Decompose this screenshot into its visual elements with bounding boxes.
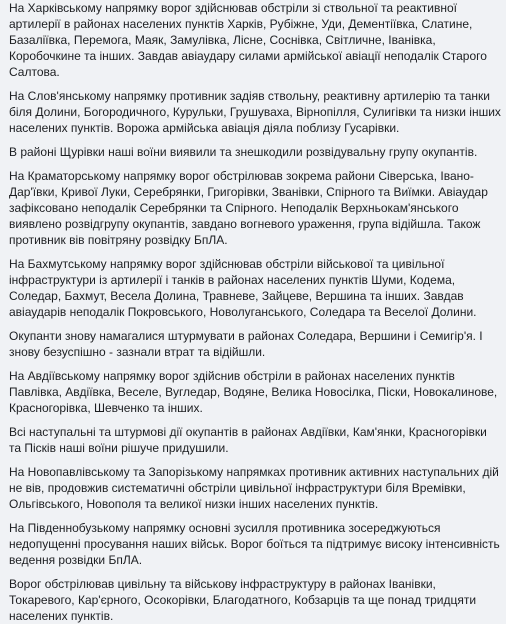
paragraph-bakhmut: На Бахмутському напрямку ворог здійснював обстріли військової та цивільної інфраструктури із артилерії і танків в районах населених пунктів Шуми, Кодема, Соледар, Бахмут, Весела Долина, Травневе, Зайцеве, Вершина та інших. Завдав авіаударів неподалік Покровського, Новолуганського, Соледара та Веселої Долини.	[9, 257, 477, 319]
paragraph-pivdennobuzkyi: На Південнобузькому напрямку основні зусилля противника зосереджуються недопущенні просування наших військ. Ворог боїться та підтримує високу інтенсивність ведення розвідки БпЛА.	[9, 521, 500, 567]
paragraph-sloviansk: На Слов'янському напрямку противник задіяв ствольну, реактивну артилерію та танки біля Долини, Богородичного, Курульки, Грушуваха, Вірнопілля, Сулигівки та низки інших населених пунктів. Ворожа армійська авіація діяла поблизу Гусарівки.	[9, 89, 501, 135]
paragraph-shchurivka: В районі Щурівки наші воїни виявили та знешкодили розвідувальну групу окупантів.	[9, 145, 478, 159]
paragraph-assault-attempts: Окупанти знову намагалися штурмувати в районах Соледара, Вершини і Семигір'я. І знову безуспішно - зазнали втрат та відійшли.	[9, 329, 483, 359]
paragraph-novopavlivka-zaporizhzhia: На Новопавлівському та Запорізькому напрямках противник активних наступальних дій не вів, продовжив систематичні обстріли цивільної інфраструктури біля Времівки, Ольгівського, Новополя та великої низки інших населених пунктів.	[9, 465, 499, 511]
paragraph-kramatorsk: На Краматорському напрямку ворог обстрілював зокрема райони Сіверська, Івано-Дар'ївки, Кривої Луки, Серебрянки, Григорівки, Званівки, Спірного та Виїмки. Авіаудар зафіксовано неподалік Серебрянки та Спірного. Неподалік Верхньокам'янського виявлено розвідгрупу окупантів, завдано вогневого ураження, група відійшла. Також противник вів повітряну розвідку БпЛА.	[9, 169, 488, 247]
paragraph-suppressed-assaults: Всі наступальні та штурмові дії окупантів в районах Авдіївки, Кам'янки, Красногорівки та Пісків наші воїни рішуче придушили.	[9, 425, 487, 455]
paragraph-kharkiv: На Харківському напрямку ворог здійснював обстріли зі ствольної та реактивної артилерії в районах населених пунктів Харків, Рубіжне, Уди, Дементіївка, Слатине, Базаліївка, Перемога, Маяк, Замулівка, Лісне, Соснівка, Світличне, Іванівка, Коробочкине та інших. Завдав авіаудару силами армійської авіації неподалік Старого Салтова.	[9, 1, 487, 79]
paragraph-avdiivka: На Авдіївському напрямку ворог здійснив обстріли в районах населених пунктів Павлівка, Авдіївка, Веселе, Вугледар, Водяне, Велика Новосілка, Піски, Новокалинове, Красногорівка, Шевченко та інших.	[9, 369, 498, 415]
paragraph-civil-infrastructure: Ворог обстрілював цивільну та військову інфраструктуру в районах Іванівки, Токаревого, Кар'єрного, Осокорівки, Благодатного, Кобзарців та ще понад тридцяти населених пунктів.	[9, 577, 477, 623]
